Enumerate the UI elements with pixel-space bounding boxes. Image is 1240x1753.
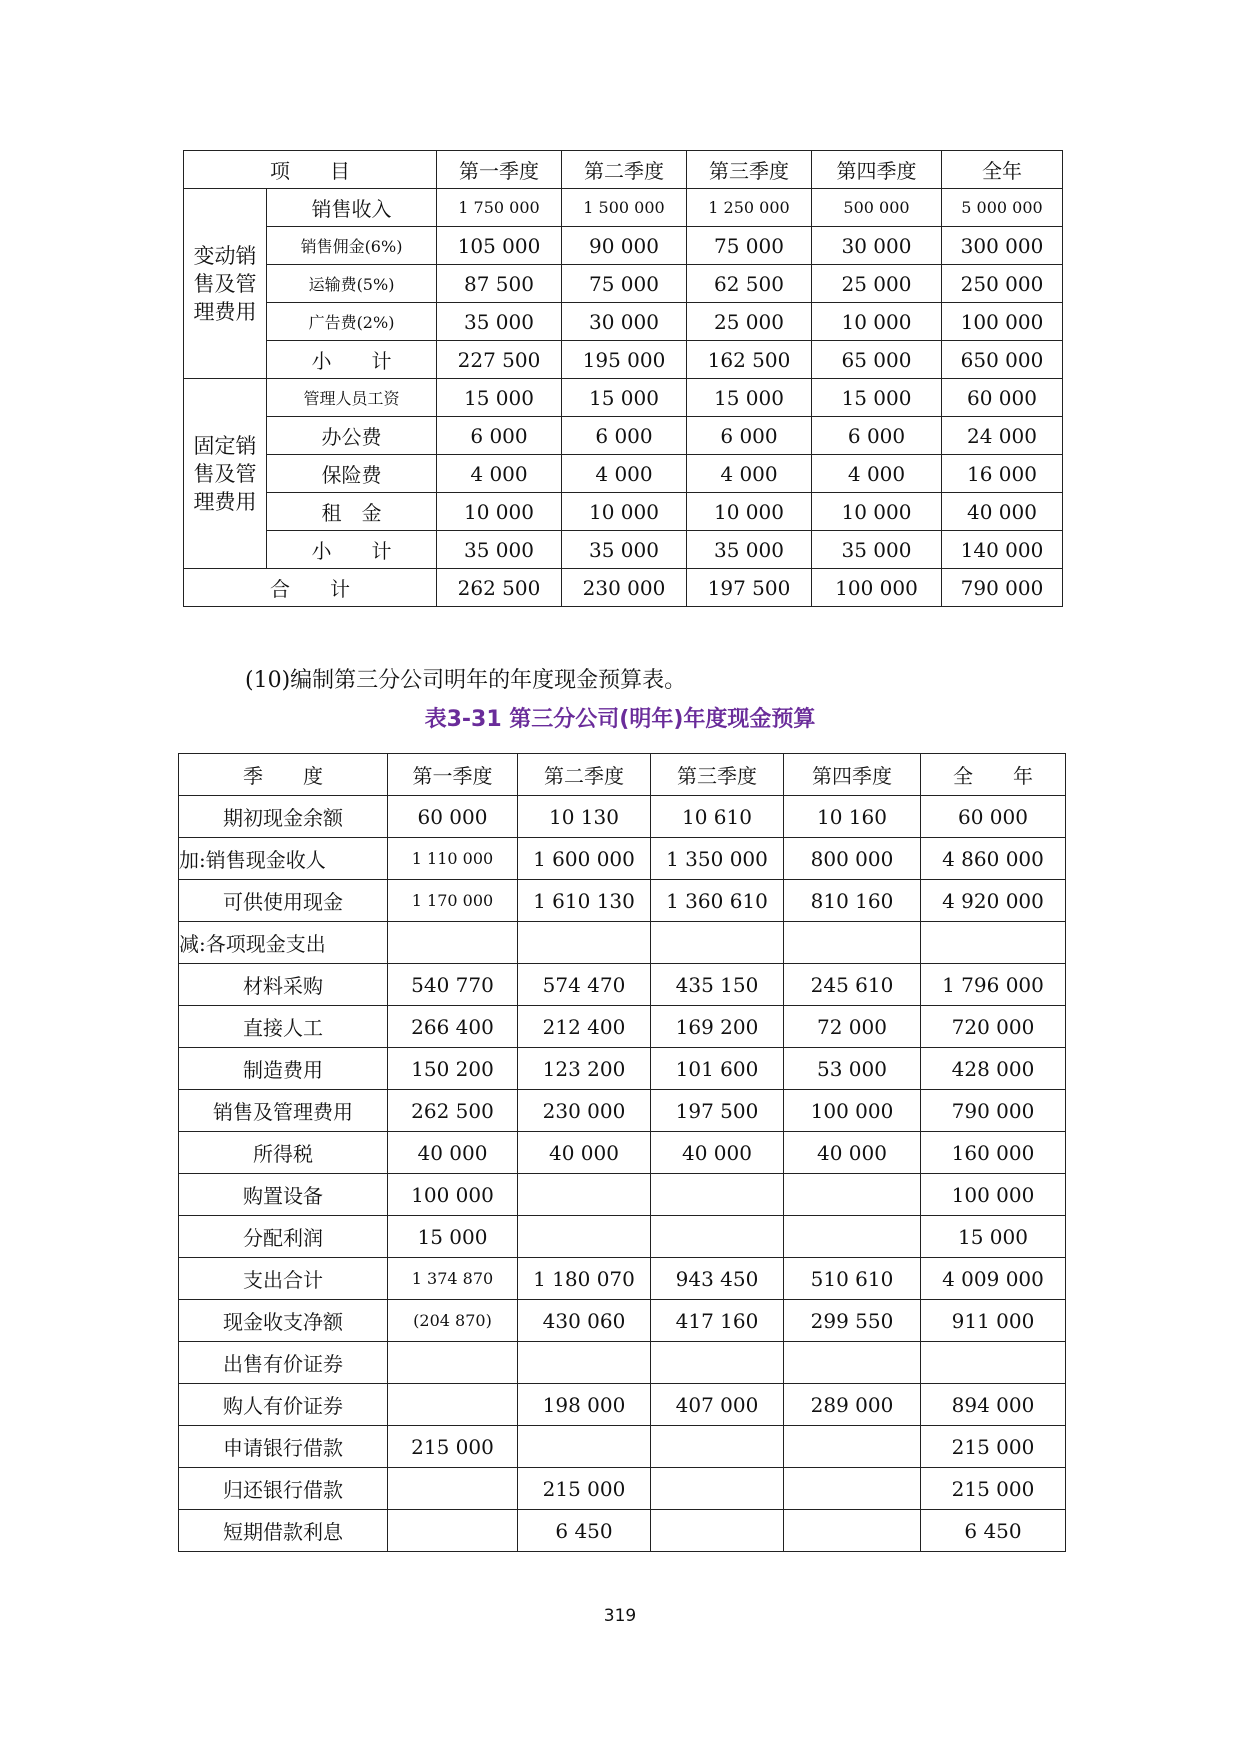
value-cell (784, 1510, 921, 1552)
table-row (184, 189, 1063, 227)
value-cell (388, 922, 518, 964)
value-cell: 510 610 (784, 1258, 921, 1300)
table-row (184, 531, 1063, 569)
table-row (179, 1090, 1066, 1132)
row-label: 运输费(5%) (267, 265, 437, 303)
paragraph-text: (10)编制第三分公司明年的年度现金预算表。 (245, 668, 687, 693)
table-row (179, 796, 1066, 838)
value-cell: 1 180 070 (518, 1258, 651, 1300)
value-cell: 6 000 (812, 417, 942, 455)
value-cell: 150 200 (388, 1048, 518, 1090)
column-header: 第三季度 (651, 754, 784, 796)
table-row (184, 265, 1063, 303)
column-header: 第一季度 (437, 151, 562, 189)
value-cell: 1 250 000 (687, 189, 812, 227)
value-cell: 435 150 (651, 964, 784, 1006)
table-row (179, 1426, 1066, 1468)
row-label: 办公费 (267, 417, 437, 455)
value-cell: 262 500 (388, 1090, 518, 1132)
value-cell: 417 160 (651, 1300, 784, 1342)
value-cell: 5 000 000 (942, 189, 1063, 227)
value-cell: 4 000 (812, 455, 942, 493)
value-cell: 215 000 (921, 1426, 1066, 1468)
value-cell: 407 000 (651, 1384, 784, 1426)
value-cell: 40 000 (518, 1132, 651, 1174)
value-cell: 10 000 (812, 493, 942, 531)
value-cell: 100 000 (784, 1090, 921, 1132)
value-cell: 810 160 (784, 880, 921, 922)
table-row (179, 1342, 1066, 1384)
value-cell: 4 920 000 (921, 880, 1066, 922)
value-cell: 4 009 000 (921, 1258, 1066, 1300)
selling-admin-expense-table (183, 150, 1063, 607)
header-row (184, 151, 1063, 189)
value-cell: 15 000 (921, 1216, 1066, 1258)
column-header: 第二季度 (518, 754, 651, 796)
value-cell: 100 000 (942, 303, 1063, 341)
value-cell: 35 000 (562, 531, 687, 569)
value-cell (651, 1468, 784, 1510)
value-cell: 65 000 (812, 341, 942, 379)
table-row (179, 1258, 1066, 1300)
value-cell: 87 500 (437, 265, 562, 303)
value-cell (518, 1216, 651, 1258)
value-cell: 428 000 (921, 1048, 1066, 1090)
value-cell: 140 000 (942, 531, 1063, 569)
value-cell: 75 000 (562, 265, 687, 303)
value-cell: 4 860 000 (921, 838, 1066, 880)
row-label: 可供使用现金 (179, 880, 388, 922)
table-row (179, 1048, 1066, 1090)
row-label: 直接人工 (179, 1006, 388, 1048)
value-cell: 943 450 (651, 1258, 784, 1300)
value-cell: 198 000 (518, 1384, 651, 1426)
table-row (184, 227, 1063, 265)
value-cell: 60 000 (388, 796, 518, 838)
value-cell: 720 000 (921, 1006, 1066, 1048)
column-header: 第三季度 (687, 151, 812, 189)
value-cell: 262 500 (437, 569, 562, 607)
value-cell (388, 1384, 518, 1426)
value-cell (651, 1426, 784, 1468)
value-cell: 230 000 (518, 1090, 651, 1132)
cash-budget-table (178, 753, 1066, 1552)
value-cell: 227 500 (437, 341, 562, 379)
value-cell: 1 610 130 (518, 880, 651, 922)
total-row (184, 569, 1063, 607)
value-cell: 162 500 (687, 341, 812, 379)
row-label: 出售有价证券 (179, 1342, 388, 1384)
column-header: 项 目 (184, 151, 437, 189)
value-cell: 15 000 (812, 379, 942, 417)
row-label: 销售佣金(6%) (267, 227, 437, 265)
value-cell: 894 000 (921, 1384, 1066, 1426)
value-cell: 4 000 (437, 455, 562, 493)
value-cell: 100 000 (921, 1174, 1066, 1216)
table-row (179, 922, 1066, 964)
value-cell: 6 450 (921, 1510, 1066, 1552)
table-row (184, 455, 1063, 493)
column-header: 季 度 (179, 754, 388, 796)
table-row (179, 1006, 1066, 1048)
value-cell: 430 060 (518, 1300, 651, 1342)
value-cell (784, 1342, 921, 1384)
value-cell: 1 350 000 (651, 838, 784, 880)
row-label: 小 计 (267, 341, 437, 379)
table-row (184, 379, 1063, 417)
value-cell: 1 750 000 (437, 189, 562, 227)
value-cell (784, 1174, 921, 1216)
value-cell: 100 000 (388, 1174, 518, 1216)
value-cell: 790 000 (921, 1090, 1066, 1132)
table-row (184, 303, 1063, 341)
value-cell: 10 000 (812, 303, 942, 341)
value-cell (921, 922, 1066, 964)
column-header: 全 年 (921, 754, 1066, 796)
value-cell (784, 1468, 921, 1510)
row-label: 所得税 (179, 1132, 388, 1174)
row-label: 材料采购 (179, 964, 388, 1006)
value-cell: 1 360 610 (651, 880, 784, 922)
value-cell: 1 374 870 (388, 1258, 518, 1300)
value-cell: 300 000 (942, 227, 1063, 265)
value-cell: 215 000 (921, 1468, 1066, 1510)
table-row (179, 1300, 1066, 1342)
value-cell: 299 550 (784, 1300, 921, 1342)
value-cell: 160 000 (921, 1132, 1066, 1174)
value-cell: 245 610 (784, 964, 921, 1006)
value-cell (651, 1510, 784, 1552)
table-row (179, 838, 1066, 880)
value-cell: 16 000 (942, 455, 1063, 493)
row-label: 广告费(2%) (267, 303, 437, 341)
value-cell: 540 770 (388, 964, 518, 1006)
value-cell (651, 922, 784, 964)
row-label: 管理人员工资 (267, 379, 437, 417)
value-cell: 53 000 (784, 1048, 921, 1090)
row-label: 申请银行借款 (179, 1426, 388, 1468)
value-cell: 800 000 (784, 838, 921, 880)
table-row (179, 1216, 1066, 1258)
value-cell: 266 400 (388, 1006, 518, 1048)
row-label: 归还银行借款 (179, 1468, 388, 1510)
row-label: 期初现金余额 (179, 796, 388, 838)
value-cell: 289 000 (784, 1384, 921, 1426)
value-cell (388, 1342, 518, 1384)
value-cell: 10 610 (651, 796, 784, 838)
value-cell: 25 000 (687, 303, 812, 341)
value-cell: 215 000 (388, 1426, 518, 1468)
table-row (184, 493, 1063, 531)
row-label: 销售及管理费用 (179, 1090, 388, 1132)
value-cell: 10 130 (518, 796, 651, 838)
value-cell: 35 000 (437, 303, 562, 341)
value-cell (651, 1216, 784, 1258)
value-cell: 197 500 (651, 1090, 784, 1132)
value-cell: 24 000 (942, 417, 1063, 455)
table-row (179, 1510, 1066, 1552)
table-row (184, 417, 1063, 455)
value-cell: 790 000 (942, 569, 1063, 607)
value-cell: 10 000 (437, 493, 562, 531)
value-cell: 10 000 (562, 493, 687, 531)
row-label: 销售收入 (267, 189, 437, 227)
value-cell: 60 000 (921, 796, 1066, 838)
value-cell: 40 000 (651, 1132, 784, 1174)
value-cell: 35 000 (437, 531, 562, 569)
value-cell: 1 500 000 (562, 189, 687, 227)
value-cell: 30 000 (562, 303, 687, 341)
table-row (184, 341, 1063, 379)
value-cell: 230 000 (562, 569, 687, 607)
value-cell: 35 000 (812, 531, 942, 569)
value-cell: 6 000 (562, 417, 687, 455)
row-label: 现金收支净额 (179, 1300, 388, 1342)
value-cell: 75 000 (687, 227, 812, 265)
group-label: 变动销售及管理费用 (184, 189, 267, 379)
value-cell: 250 000 (942, 265, 1063, 303)
value-cell: 4 000 (687, 455, 812, 493)
value-cell: 169 200 (651, 1006, 784, 1048)
table-row (179, 1468, 1066, 1510)
value-cell (651, 1342, 784, 1384)
value-cell: 101 600 (651, 1048, 784, 1090)
value-cell: 15 000 (687, 379, 812, 417)
table-row (179, 880, 1066, 922)
row-label: 支出合计 (179, 1258, 388, 1300)
value-cell (518, 1426, 651, 1468)
value-cell: 6 000 (687, 417, 812, 455)
value-cell (518, 922, 651, 964)
value-cell: 123 200 (518, 1048, 651, 1090)
row-label: 租 金 (267, 493, 437, 531)
table-caption: 表3-31 第三分公司(明年)年度现金预算 (424, 707, 816, 732)
value-cell: 1 600 000 (518, 838, 651, 880)
value-cell (388, 1510, 518, 1552)
column-header: 第一季度 (388, 754, 518, 796)
value-cell: 15 000 (388, 1216, 518, 1258)
table-row (179, 964, 1066, 1006)
value-cell: 197 500 (687, 569, 812, 607)
value-cell: 212 400 (518, 1006, 651, 1048)
page-number: 319 (603, 1606, 637, 1626)
value-cell: 1 796 000 (921, 964, 1066, 1006)
value-cell (651, 1174, 784, 1216)
value-cell: 90 000 (562, 227, 687, 265)
value-cell: 10 000 (687, 493, 812, 531)
value-cell: 6 000 (437, 417, 562, 455)
value-cell: 1 170 000 (388, 880, 518, 922)
value-cell (784, 1426, 921, 1468)
row-label: 保险费 (267, 455, 437, 493)
row-label: 减:各项现金支出 (179, 922, 388, 964)
column-header: 第四季度 (784, 754, 921, 796)
row-label: 小 计 (267, 531, 437, 569)
row-label: 购人有价证券 (179, 1384, 388, 1426)
row-label: 制造费用 (179, 1048, 388, 1090)
column-header: 全年 (942, 151, 1063, 189)
table-row (179, 1174, 1066, 1216)
value-cell: 40 000 (388, 1132, 518, 1174)
table-row (179, 1132, 1066, 1174)
group-label: 固定销售及管理费用 (184, 379, 267, 569)
value-cell: 100 000 (812, 569, 942, 607)
value-cell: 25 000 (812, 265, 942, 303)
table-row (179, 1384, 1066, 1426)
row-label: 分配利润 (179, 1216, 388, 1258)
value-cell: 10 160 (784, 796, 921, 838)
value-cell: 72 000 (784, 1006, 921, 1048)
value-cell: 1 110 000 (388, 838, 518, 880)
value-cell: 4 000 (562, 455, 687, 493)
value-cell: 40 000 (942, 493, 1063, 531)
value-cell: 500 000 (812, 189, 942, 227)
value-cell: 195 000 (562, 341, 687, 379)
value-cell: (204 870) (388, 1300, 518, 1342)
row-label: 购置设备 (179, 1174, 388, 1216)
value-cell: 62 500 (687, 265, 812, 303)
column-header: 第四季度 (812, 151, 942, 189)
value-cell: 35 000 (687, 531, 812, 569)
value-cell: 105 000 (437, 227, 562, 265)
value-cell: 6 450 (518, 1510, 651, 1552)
value-cell (784, 922, 921, 964)
value-cell: 30 000 (812, 227, 942, 265)
value-cell: 650 000 (942, 341, 1063, 379)
value-cell (388, 1468, 518, 1510)
column-header: 第二季度 (562, 151, 687, 189)
value-cell: 911 000 (921, 1300, 1066, 1342)
value-cell: 15 000 (437, 379, 562, 417)
value-cell (921, 1342, 1066, 1384)
value-cell (518, 1174, 651, 1216)
row-label: 合 计 (184, 569, 437, 607)
value-cell: 60 000 (942, 379, 1063, 417)
value-cell: 215 000 (518, 1468, 651, 1510)
value-cell (784, 1216, 921, 1258)
value-cell (518, 1342, 651, 1384)
value-cell: 574 470 (518, 964, 651, 1006)
value-cell: 15 000 (562, 379, 687, 417)
value-cell: 40 000 (784, 1132, 921, 1174)
row-label: 短期借款利息 (179, 1510, 388, 1552)
row-label: 加:销售现金收人 (179, 838, 388, 880)
header-row (179, 754, 1066, 796)
